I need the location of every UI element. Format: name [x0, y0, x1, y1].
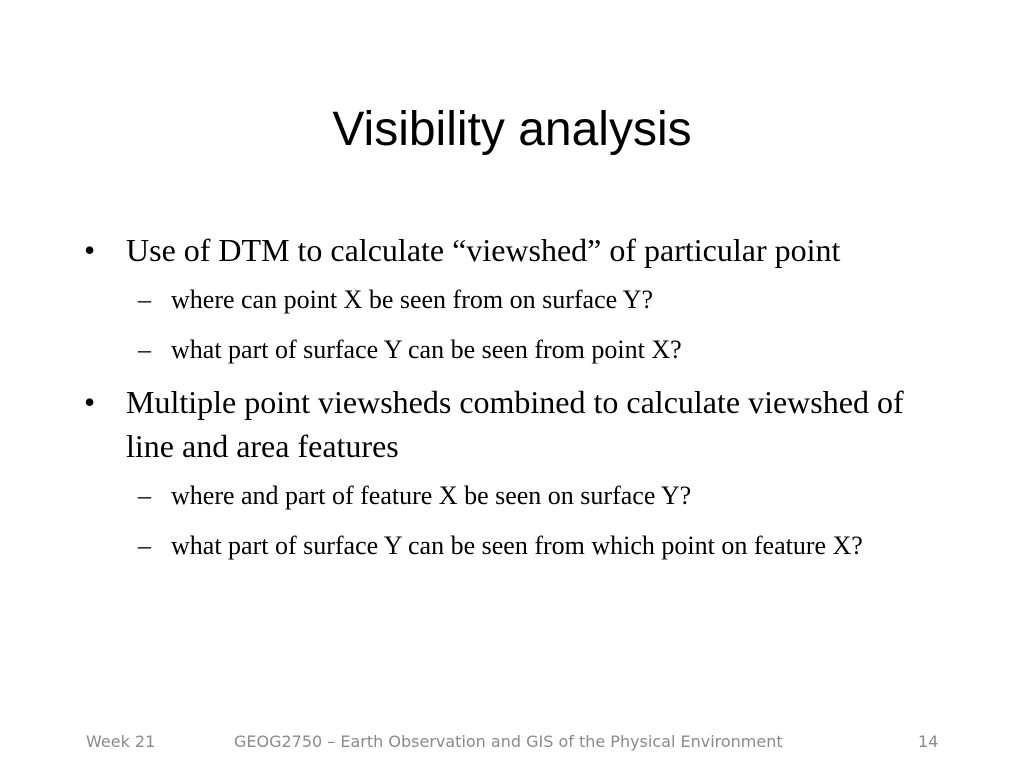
- bullet-item: [82, 380, 942, 468]
- sub-bullet-marker: –: [138, 531, 151, 560]
- bullet-item: [82, 228, 942, 272]
- sub-bullet-item: [82, 330, 942, 370]
- sub-bullet-marker: –: [138, 481, 151, 510]
- footer-course-title: GEOG2750 – Earth Observation and GIS of the Physical Environment: [234, 732, 783, 751]
- sub-bullet-text: where and part of feature X be seen on surface Y?: [171, 481, 692, 510]
- sub-bullet-marker: –: [138, 285, 151, 314]
- bullet-marker: •: [84, 232, 96, 268]
- sub-bullet-item: [82, 476, 942, 516]
- sub-bullet-marker: –: [138, 335, 151, 364]
- sub-bullet-text: where can point X be seen from on surface Y?: [171, 285, 654, 314]
- slide-title: Visibility analysis: [332, 103, 692, 156]
- bullet-text: Use of DTM to calculate “viewshed” of particular point: [126, 232, 841, 268]
- sub-bullet-text: what part of surface Y can be seen from point X?: [171, 335, 682, 364]
- sub-bullet-item: [82, 280, 942, 320]
- slide-footer: [0, 732, 1024, 756]
- footer-week-label: Week 21: [86, 732, 156, 751]
- sub-bullet-text: what part of surface Y can be seen from which point on feature X?: [171, 531, 863, 560]
- footer-page-number: 14: [918, 732, 939, 751]
- sub-bullet-item: [82, 526, 942, 566]
- slide-body: [82, 228, 942, 576]
- bullet-text: Multiple point viewsheds combined to calculate viewshed of line and area features: [126, 384, 904, 464]
- bullet-marker: •: [84, 384, 96, 420]
